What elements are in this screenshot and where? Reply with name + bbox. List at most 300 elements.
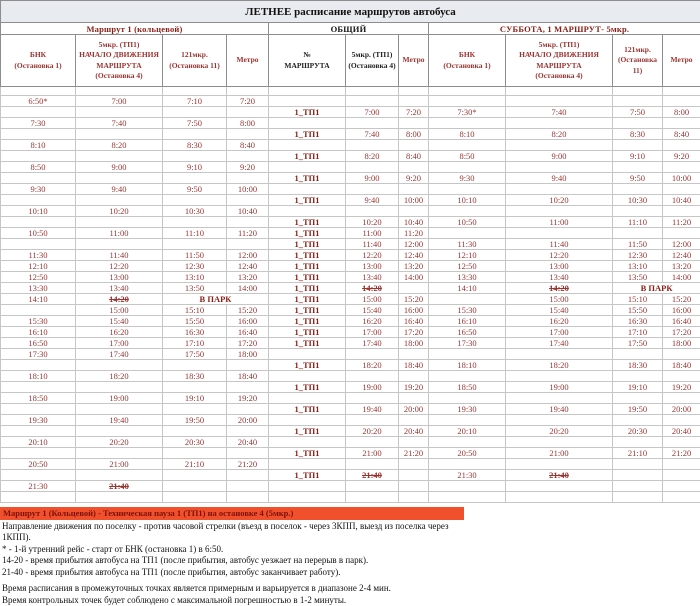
empty-cell [227,426,269,437]
empty-cell [429,349,506,360]
column-header-line: (Остановка 11) [163,61,226,71]
time-cell: 21:20 [663,448,700,459]
time-cell: 16:40 [399,316,429,327]
time-cell: 13:10 [613,261,663,272]
empty-cell [1,173,76,184]
time-cell: 20:20 [76,437,163,448]
time-cell: 9:20 [227,162,269,173]
schedule-row [1,184,700,195]
title-row [1,1,700,23]
route-pause-banner: Маршрут 1 (Кольцевой) - Техническая пауза 1 (ТП1) на остановке 4 (5мкр.) [0,507,464,520]
column-header-line: (Остановка 1) [1,61,75,71]
time-cell: 7:20 [399,107,429,118]
empty-cell [76,87,163,96]
time-cell: 13:40 [76,283,163,294]
empty-cell [506,437,613,448]
empty-cell [227,404,269,415]
empty-cell [506,162,613,173]
empty-cell [76,426,163,437]
time-cell: 20:00 [227,415,269,426]
time-cell: 18:50 [429,382,506,393]
empty-cell [663,96,700,107]
time-cell: 11:10 [613,217,663,228]
empty-cell [227,87,269,96]
time-cell: 13:50 [163,283,227,294]
empty-cell [76,107,163,118]
time-cell: 20:20 [346,426,399,437]
time-cell: 13:00 [76,272,163,283]
time-cell: 19:00 [346,382,399,393]
time-cell: 10:00 [399,195,429,206]
time-cell: 20:40 [399,426,429,437]
time-cell: 10:10 [1,206,76,217]
empty-cell [663,206,700,217]
empty-cell [399,371,429,382]
empty-cell [506,96,613,107]
empty-cell [1,129,76,140]
empty-cell [269,162,346,173]
time-cell: 8:50 [1,162,76,173]
column-header [1,35,76,87]
time-cell: 14:10 [429,283,506,294]
time-cell: 8:20 [76,140,163,151]
time-cell: 18:30 [613,360,663,371]
note-line: Направление движения по поселку - против часовой стрелки (въезд в поселок - через 3КПП, выезд из поселка через 1КПП). [2,521,474,543]
empty-cell [429,228,506,239]
column-header-row [1,35,700,87]
time-cell: 15:40 [506,305,613,316]
time-cell: 21:20 [399,448,429,459]
time-cell: 8:00 [227,118,269,129]
column-header [506,35,613,87]
time-cell: 20:30 [163,437,227,448]
column-header-line: 121мкр. [613,45,662,55]
column-header-line: МАРШРУТА [76,61,162,71]
time-cell: 10:30 [613,195,663,206]
time-cell: 1_ТП1 [269,448,346,459]
schedule-row [1,305,700,316]
time-cell: 16:30 [613,316,663,327]
empty-cell [1,305,76,316]
empty-cell [613,228,663,239]
time-cell: 18:10 [429,360,506,371]
empty-cell [227,492,269,503]
empty-cell [429,492,506,503]
time-cell: 8:40 [227,140,269,151]
schedule-row [1,294,700,305]
column-header [346,35,399,87]
schedule-row [1,283,700,294]
note-line: 21-40 - время прибытия автобуса на ТП1 (после прибытия, автобус заканчивает работу). [2,567,700,578]
empty-cell [429,87,506,96]
time-cell: 9:50 [163,184,227,195]
time-cell: 1_ТП1 [269,470,346,481]
time-cell: 12:50 [429,261,506,272]
time-cell: 12:20 [76,261,163,272]
time-cell: 10:20 [76,206,163,217]
time-cell: 20:00 [663,404,700,415]
time-cell: 20:50 [429,448,506,459]
time-cell: 7:20 [227,96,269,107]
empty-cell [1,492,76,503]
empty-cell [399,470,429,481]
empty-cell [506,228,613,239]
time-cell: 10:40 [399,217,429,228]
time-cell: 8:40 [399,151,429,162]
time-cell: 8:20 [506,129,613,140]
time-cell: 21:00 [346,448,399,459]
time-cell: 20:30 [613,426,663,437]
empty-cell [227,470,269,481]
empty-cell [269,96,346,107]
column-header [163,35,227,87]
note-line: Время расписания в промежуточных точках является примерным и варьируется в диапазоне 2-4 мин. [2,583,700,594]
time-cell: 10:00 [663,173,700,184]
column-header [663,35,700,87]
empty-cell [613,492,663,503]
time-cell: 14:20 [76,294,163,305]
time-cell: 13:40 [506,272,613,283]
column-header [269,35,346,87]
empty-cell [76,448,163,459]
time-cell: 16:40 [663,316,700,327]
empty-cell [227,448,269,459]
schedule-row [1,206,700,217]
time-cell: 21:00 [506,448,613,459]
empty-cell [227,239,269,250]
time-cell: 16:10 [1,327,76,338]
time-cell: 16:00 [399,305,429,316]
time-cell: 15:20 [663,294,700,305]
empty-cell [163,481,227,492]
time-cell: 11:30 [429,239,506,250]
time-cell: 9:40 [506,173,613,184]
empty-cell [399,481,429,492]
section-common-label: ОБЩИЙ [269,23,429,35]
empty-cell [1,239,76,250]
column-header [399,35,429,87]
time-cell: 7:40 [506,107,613,118]
schedule-rows [1,87,700,503]
empty-cell [227,107,269,118]
time-cell: 8:40 [663,129,700,140]
column-header-line: БНК [1,50,75,60]
empty-cell [429,140,506,151]
empty-cell [506,87,613,96]
empty-cell [399,437,429,448]
schedule-row [1,107,700,118]
empty-cell [663,118,700,129]
column-header-line: МАРШРУТА [506,61,612,71]
schedule-row [1,250,700,261]
time-cell: 12:30 [163,261,227,272]
time-cell: 10:40 [227,206,269,217]
empty-cell [399,283,429,294]
empty-cell [227,195,269,206]
time-cell: 12:40 [399,250,429,261]
empty-cell [663,371,700,382]
empty-cell [429,206,506,217]
time-cell: 9:10 [613,151,663,162]
schedule-row [1,404,700,415]
schedule-row [1,426,700,437]
time-cell: 14:00 [227,283,269,294]
empty-cell [76,492,163,503]
time-cell: 19:20 [227,393,269,404]
time-cell: 17:20 [663,327,700,338]
time-cell: 19:50 [163,415,227,426]
schedule-row [1,437,700,448]
empty-cell [346,162,399,173]
time-cell: 21:00 [76,459,163,470]
time-cell: 17:00 [506,327,613,338]
time-cell: 1_ТП1 [269,239,346,250]
time-cell: 10:50 [429,217,506,228]
time-cell: 20:50 [1,459,76,470]
time-cell: 17:40 [506,338,613,349]
empty-cell [663,393,700,404]
time-cell: 17:50 [613,338,663,349]
empty-cell [399,162,429,173]
schedule-row [1,481,700,492]
time-cell: 1_ТП1 [269,404,346,415]
time-cell: 16:00 [663,305,700,316]
time-cell: 18:00 [663,338,700,349]
empty-cell [163,382,227,393]
empty-cell [227,481,269,492]
time-cell: 12:00 [399,239,429,250]
empty-cell [663,87,700,96]
time-cell: 8:30 [613,129,663,140]
empty-cell [346,349,399,360]
empty-cell [76,470,163,481]
column-header [429,35,506,87]
time-cell: 11:00 [346,228,399,239]
empty-cell [227,173,269,184]
section-header-row [1,23,700,35]
empty-cell [429,184,506,195]
time-cell: 9:20 [399,173,429,184]
time-cell: 15:50 [613,305,663,316]
time-cell: 9:10 [163,162,227,173]
schedule-row [1,217,700,228]
time-cell: 12:30 [613,250,663,261]
time-cell: 1_ТП1 [269,195,346,206]
time-cell: 12:00 [663,239,700,250]
schedule-row [1,316,700,327]
time-cell: 17:30 [1,349,76,360]
time-cell: 21:10 [163,459,227,470]
section-saturday-label: СУББОТА, 1 МАРШРУТ- 5мкр. [429,23,700,35]
schedule-row [1,492,700,503]
time-cell: 8:00 [399,129,429,140]
time-cell: 1_ТП1 [269,316,346,327]
empty-cell [269,140,346,151]
time-cell: 15:20 [227,305,269,316]
time-cell: 21:10 [613,448,663,459]
empty-cell [663,140,700,151]
time-cell: 11:20 [399,228,429,239]
empty-cell [613,87,663,96]
empty-cell [346,87,399,96]
time-cell: 12:00 [227,250,269,261]
time-cell: 12:20 [506,250,613,261]
empty-cell [269,87,346,96]
time-cell: 12:40 [227,261,269,272]
empty-cell [429,371,506,382]
empty-cell [506,206,613,217]
time-cell: 1_ТП1 [269,294,346,305]
empty-cell [429,481,506,492]
time-cell: 19:20 [663,382,700,393]
time-cell: 7:50 [613,107,663,118]
time-cell: 14:20 [346,283,399,294]
empty-cell [1,151,76,162]
time-cell: 1_ТП1 [269,426,346,437]
column-header-line: Метро [227,55,268,65]
time-cell: 20:10 [1,437,76,448]
empty-cell [613,470,663,481]
time-cell: 16:10 [429,316,506,327]
time-cell: 13:20 [399,261,429,272]
time-cell: 12:10 [1,261,76,272]
time-cell: 1_ТП1 [269,283,346,294]
empty-cell [429,437,506,448]
time-cell: 20:40 [663,426,700,437]
time-cell: 19:40 [506,404,613,415]
column-header-line: 5мкр. (ТП1) [506,40,612,50]
empty-cell [613,393,663,404]
empty-cell [399,459,429,470]
empty-cell [346,206,399,217]
empty-cell [399,492,429,503]
time-cell: 11:30 [1,250,76,261]
schedule-row [1,459,700,470]
time-cell: 7:40 [346,129,399,140]
time-cell: 17:00 [76,338,163,349]
time-cell: 8:20 [346,151,399,162]
time-cell: 11:50 [163,250,227,261]
time-cell: 16:20 [76,327,163,338]
time-cell: 11:00 [76,228,163,239]
time-cell: В ПАРК [613,283,700,294]
time-cell: 7:40 [76,118,163,129]
time-cell: 9:40 [346,195,399,206]
note-line: Время контрольных точек будет соблюдено с максимальной погрешностью в 1-2 минуты. [2,595,700,606]
time-cell: 11:40 [346,239,399,250]
time-cell: 1_ТП1 [269,272,346,283]
empty-cell [429,393,506,404]
time-cell: 8:10 [429,129,506,140]
time-cell: 16:20 [346,316,399,327]
time-cell: 18:20 [506,360,613,371]
time-cell: 17:30 [429,338,506,349]
schedule-row [1,393,700,404]
time-cell: 11:20 [663,217,700,228]
empty-cell [346,492,399,503]
empty-cell [663,437,700,448]
time-cell: 7:10 [163,96,227,107]
empty-cell [76,404,163,415]
empty-cell [429,294,506,305]
time-cell: 16:40 [227,327,269,338]
time-cell: 19:10 [613,382,663,393]
empty-cell [163,173,227,184]
time-cell: 18:40 [399,360,429,371]
time-cell: 10:50 [1,228,76,239]
time-cell: 19:30 [429,404,506,415]
time-cell: 13:20 [227,272,269,283]
empty-cell [506,393,613,404]
time-cell: 1_ТП1 [269,151,346,162]
schedule-row [1,173,700,184]
empty-cell [613,206,663,217]
time-cell: 14:00 [663,272,700,283]
empty-cell [1,404,76,415]
empty-cell [1,195,76,206]
time-cell: 16:00 [227,316,269,327]
empty-cell [163,151,227,162]
empty-cell [163,195,227,206]
empty-cell [399,87,429,96]
column-header [76,35,163,87]
empty-cell [227,360,269,371]
empty-cell [399,393,429,404]
time-cell: 13:30 [429,272,506,283]
empty-cell [346,481,399,492]
time-cell: 11:50 [613,239,663,250]
empty-cell [506,371,613,382]
schedule-row [1,448,700,459]
time-cell: 18:20 [346,360,399,371]
column-header-line: НАЧАЛО ДВИЖЕНИЯ [506,50,612,60]
schedule-row [1,261,700,272]
time-cell: 18:00 [399,338,429,349]
time-cell: 11:10 [163,228,227,239]
time-cell: 8:30 [163,140,227,151]
time-cell: 13:10 [163,272,227,283]
time-cell: 16:30 [163,327,227,338]
schedule-row [1,371,700,382]
time-cell: 18:40 [663,360,700,371]
schedule-row [1,360,700,371]
empty-cell [76,195,163,206]
column-header-line: № [269,50,345,60]
empty-cell [269,371,346,382]
note-line: 14-20 - время прибытия автобуса на ТП1 (после прибытия, автобус уезжает на перерыв в парк). [2,555,700,566]
time-cell: 21:40 [346,470,399,481]
time-cell: 19:40 [76,415,163,426]
time-cell: 16:50 [429,327,506,338]
empty-cell [613,162,663,173]
time-cell: 20:20 [506,426,613,437]
time-cell: 10:40 [663,195,700,206]
empty-cell [76,382,163,393]
time-cell: 19:00 [76,393,163,404]
column-header-line: БНК [429,50,505,60]
time-cell: 10:30 [163,206,227,217]
time-cell: 15:20 [399,294,429,305]
empty-cell [346,140,399,151]
empty-cell [1,448,76,459]
empty-cell [76,360,163,371]
schedule-row [1,140,700,151]
time-cell: 20:00 [399,404,429,415]
time-cell: 20:40 [227,437,269,448]
time-cell: 21:30 [429,470,506,481]
empty-cell [269,481,346,492]
time-cell: 14:00 [399,272,429,283]
